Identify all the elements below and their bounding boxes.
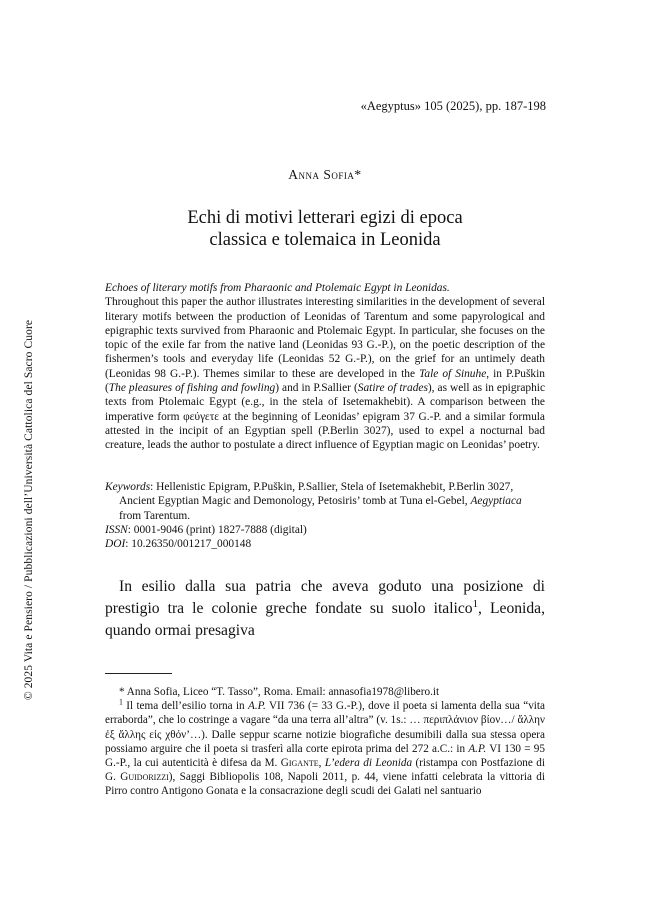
keywords-line: Keywords: Hellenistic Epigram, P.Puškin, P.Sallier, Stela of Isetemakhebit, P.Berlin 3027, Ancient Egyptian Magic and Demonology, Petosiris’ tomb at Tuna el-Gebel, Aegyptiaca from Tarentum.: [105, 481, 522, 522]
journal-reference: «Aegyptus» 105 (2025), pp. 187-198: [360, 99, 546, 113]
author-name: Anna Sofia*: [288, 167, 362, 182]
doi-line: DOI: 10.26350/001217_000148: [105, 538, 252, 551]
footnote-ref-1[interactable]: 1: [472, 597, 479, 610]
title-line-1: Echi di motivi letterari egizi di epoca: [187, 208, 463, 228]
footnotes: [105, 685, 545, 799]
issn-line: ISSN: 0001-9046 (print) 1827-7888 (digital): [105, 523, 307, 536]
abstract-body: Throughout this paper the author illustrates interesting similarities in the development of several literary motifs between the production of Leonidas of Tarentum and some papyrological and epigraphic texts survived from Pharaonic and Ptolemaic Egypt. In particular, she focuses on the topic of the exile far from the native land (Leonidas 93 G.-P.), on the poetic description of the fishermen’s tools and everyday life (Leonidas 52 G.-P.), on the grief for an untimely death (Leonidas 98 G.-P.). Themes similar to these are developed in the Tale of Sinuhe, in P.Puškin (The pleasures of fishing and fowling) and in P.Sallier (Satire of trades), as well as in epigraphic texts from Ptolemaic Egypt (e.g., in the stela of Isetemakhebit). A comparison between the imperative form φεύγετε at the beginning of Leonidas’ epigram 37 G.-P. and a similar formula attested in the incipit of an Egyptian spell (P.Berlin 3027), used to expel a nocturnal bad creature, leads the author to postulate a direct influence of Egyptian magic on Leonidas’ poetry.: [105, 296, 546, 452]
copyright-text: © 2025 Vita e Pensiero / Pubblicazioni dell’Università Cattolica del Sacro Cuore: [23, 319, 35, 701]
abstract-english-title: Echoes of literary motifs from Pharaonic and Ptolemaic Egypt in Leonidas.: [105, 282, 450, 294]
footnote-author: * Anna Sofia, Liceo “T. Tasso”, Roma. Email: annasofia1978@libero.it: [119, 686, 440, 698]
article-title: [0, 207, 650, 251]
keywords-block: [105, 480, 545, 551]
title-line-2: classica e tolemaica in Leonida: [209, 230, 441, 250]
abstract: [105, 281, 545, 453]
footnote-1: $^1$ Il tema dell’esilio torna in A.P. VII 736 (= 33 G.-P.), dove il poeta si lamenta della sua “vita erraborda”, che lo costringe a vagare “da una terra all’altra” (v. 1s.: … περιπλάνιον βίον…/ ἄλλην ἐξ ἄλλης εἰς χθόν’…). Dalle seppur scarne notizie biografiche desumibili dalla sua stessa opera possiamo arguire che il poeta si trasferì alla corte epirota prima del 272 a.C.: in A.P. VI 130 = 95 G.-P., la cui autenticità è difesa da M. Gigante, L’edera di Leonida (ristampa con Postfazione di G. Guidorizzi), Saggi Bibliopolis 108, Napoli 2011, p. 44, viene infatti celebrata la vittoria di Pirro contro Antigono Gonata e la consacrazione degli scudi dei Galati nel santuario: [105, 697, 545, 798]
copyright-sidebar: [22, 319, 36, 701]
footnote-separator: [105, 673, 172, 674]
body-paragraph: In esilio dalla sua patria che aveva goduto una posizione di prestigio tra le colonie greche fondate su suolo italico$^1$, Leonida, quando ormai presagiva: [105, 578, 545, 639]
